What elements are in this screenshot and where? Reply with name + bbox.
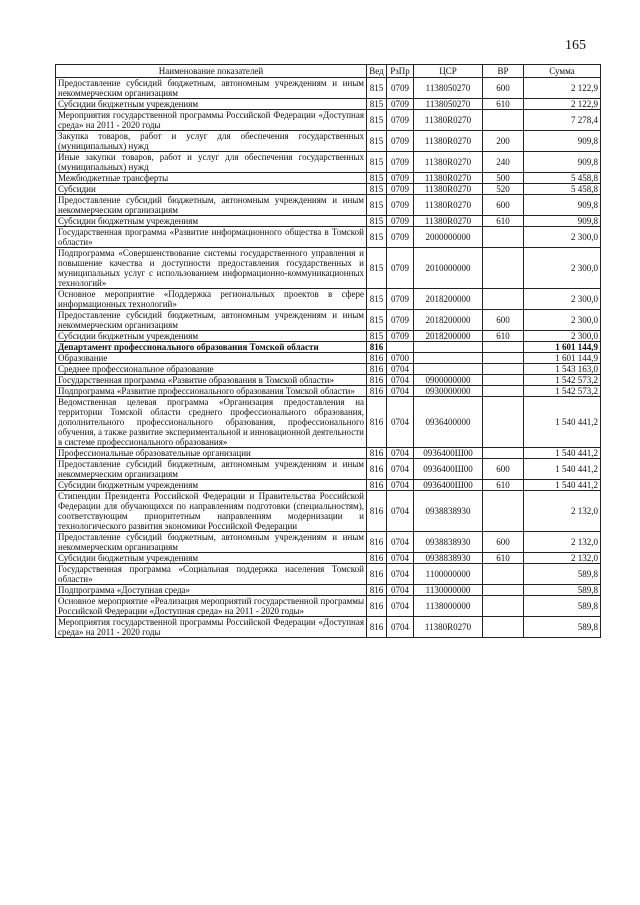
row-name: Иные закупки товаров, работ и услуг для обеспечения государственных (муниципальных) нужд (56, 152, 367, 173)
row-sum: 7 278,4 (524, 110, 601, 131)
header-vr: ВР (483, 65, 524, 78)
row-csr: 2018200000 (414, 331, 483, 342)
row-name: Предоставление субсидий бюджетным, автономным учреждениям и иным некоммерческим организациям (56, 532, 367, 553)
row-ved: 815 (367, 310, 387, 331)
row-sum: 909,8 (524, 131, 601, 152)
row-name: Подпрограмма «Совершенствование системы государственного управления и повышение качества и доступности предоставления государственных и муниципальных услуг с использованием информационно-коммуникационных технологий» (56, 248, 367, 289)
table-row (56, 184, 601, 195)
row-vr: 610 (483, 216, 524, 227)
row-rzpr: 0704 (387, 448, 414, 459)
row-csr: 0936400Ш00 (414, 448, 483, 459)
row-vr (483, 248, 524, 289)
row-sum: 2 122,9 (524, 99, 601, 110)
table-row (56, 110, 601, 131)
row-sum: 589,8 (524, 585, 601, 596)
table-row (56, 491, 601, 532)
row-rzpr: 0709 (387, 131, 414, 152)
table-row (56, 448, 601, 459)
row-sum: 1 543 163,0 (524, 364, 601, 375)
row-sum: 589,8 (524, 617, 601, 638)
row-name: Мероприятия государственной программы Российской Федерации «Доступная среда» на 2011 - 2020 годы (56, 617, 367, 638)
table-row (56, 195, 601, 216)
row-ved: 816 (367, 353, 387, 364)
row-rzpr: 0704 (387, 564, 414, 585)
row-sum: 909,8 (524, 152, 601, 173)
row-name: Подпрограмма «Доступная среда» (56, 585, 367, 596)
row-rzpr: 0700 (387, 353, 414, 364)
row-ved: 815 (367, 184, 387, 195)
row-ved: 816 (367, 553, 387, 564)
row-csr: 0936400000 (414, 397, 483, 448)
row-name: Государственная программа «Развитие информационного общества в Томской области» (56, 227, 367, 248)
row-csr (414, 364, 483, 375)
table-row (56, 331, 601, 342)
table-row (56, 310, 601, 331)
row-csr (414, 353, 483, 364)
row-ved: 816 (367, 532, 387, 553)
row-csr: 0938838930 (414, 491, 483, 532)
row-ved: 816 (367, 480, 387, 491)
row-sum: 589,8 (524, 596, 601, 617)
row-rzpr: 0704 (387, 553, 414, 564)
row-csr: 0930000000 (414, 386, 483, 397)
row-vr (483, 386, 524, 397)
row-rzpr: 0704 (387, 459, 414, 480)
row-vr (483, 617, 524, 638)
row-ved: 816 (367, 596, 387, 617)
row-sum: 1 601 144,9 (524, 342, 601, 353)
table-header-row (56, 65, 601, 78)
row-vr (483, 397, 524, 448)
row-vr (483, 110, 524, 131)
row-name: Субсидии бюджетным учреждениям (56, 216, 367, 227)
row-vr: 610 (483, 553, 524, 564)
row-vr: 610 (483, 480, 524, 491)
row-ved: 816 (367, 386, 387, 397)
row-vr: 600 (483, 78, 524, 99)
row-name: Субсидии бюджетным учреждениям (56, 99, 367, 110)
row-vr: 240 (483, 152, 524, 173)
row-vr: 200 (483, 131, 524, 152)
row-name: Предоставление субсидий бюджетным, автономным учреждениям и иным некоммерческим организациям (56, 78, 367, 99)
row-rzpr: 0704 (387, 617, 414, 638)
row-ved: 815 (367, 131, 387, 152)
row-csr: 0936400Ш00 (414, 480, 483, 491)
row-ved: 816 (367, 397, 387, 448)
row-ved: 815 (367, 227, 387, 248)
row-name: Субсидии бюджетным учреждениям (56, 480, 367, 491)
row-rzpr: 0704 (387, 480, 414, 491)
header-sum: Сумма (524, 65, 601, 78)
page-number: 165 (565, 38, 586, 53)
row-sum: 1 540 441,2 (524, 397, 601, 448)
row-sum: 1 601 144,9 (524, 353, 601, 364)
row-csr: 1138050270 (414, 78, 483, 99)
row-sum: 2 132,0 (524, 553, 601, 564)
row-vr (483, 342, 524, 353)
row-rzpr: 0704 (387, 491, 414, 532)
row-vr (483, 596, 524, 617)
row-name: Профессиональные образовательные организации (56, 448, 367, 459)
row-name: Государственная программа «Социальная поддержка населения Томской области» (56, 564, 367, 585)
row-ved: 815 (367, 78, 387, 99)
row-sum: 2 300,0 (524, 227, 601, 248)
row-rzpr: 0709 (387, 110, 414, 131)
row-ved: 815 (367, 331, 387, 342)
row-name: Стипендии Президента Российской Федерации и Правительства Российской Федерации для обучающихся по направлениям подготовки (специальностям), соответствующим приоритетным направлениям модернизации и технологического развития экономики Российской Федерации (56, 491, 367, 532)
row-rzpr: 0709 (387, 289, 414, 310)
row-sum: 589,8 (524, 564, 601, 585)
row-rzpr: 0709 (387, 216, 414, 227)
row-sum: 1 542 573,2 (524, 375, 601, 386)
row-ved: 815 (367, 248, 387, 289)
row-name: Предоставление субсидий бюджетным, автономным учреждениям и иным некоммерческим организациям (56, 195, 367, 216)
row-ved: 816 (367, 564, 387, 585)
row-sum: 5 458,8 (524, 184, 601, 195)
row-sum: 1 540 441,2 (524, 480, 601, 491)
row-ved: 815 (367, 216, 387, 227)
budget-table (55, 64, 601, 638)
row-csr: 2018200000 (414, 289, 483, 310)
row-ved: 815 (367, 110, 387, 131)
table-row (56, 480, 601, 491)
table-row (56, 564, 601, 585)
table-row (56, 397, 601, 448)
row-csr (414, 342, 483, 353)
table-row (56, 386, 601, 397)
row-rzpr: 0709 (387, 248, 414, 289)
row-name: Подпрограмма «Развитие профессионального образования Томской области» (56, 386, 367, 397)
row-ved: 816 (367, 585, 387, 596)
row-csr: 11380R0270 (414, 110, 483, 131)
row-name: Государственная программа «Развитие образования в Томской области» (56, 375, 367, 386)
row-sum: 5 458,8 (524, 173, 601, 184)
row-vr: 600 (483, 459, 524, 480)
table-row (56, 342, 601, 353)
row-name: Ведомственная целевая программа «Организация предоставления на территории Томской области среднего профессионального образования, дополнительного профессионального образования, профессионального обучения, а также развитие экспериментальной и инновационной деятельности в системе профессионального образования» (56, 397, 367, 448)
row-name: Департамент профессионального образования Томской области (56, 342, 367, 353)
table-row (56, 99, 601, 110)
row-name: Мероприятия государственной программы Российской Федерации «Доступная среда» на 2011 - 2020 годы (56, 110, 367, 131)
row-csr: 2000000000 (414, 227, 483, 248)
row-ved: 815 (367, 152, 387, 173)
row-csr: 11380R0270 (414, 184, 483, 195)
table-row (56, 227, 601, 248)
row-rzpr: 0709 (387, 227, 414, 248)
table-row (56, 532, 601, 553)
row-name: Закупка товаров, работ и услуг для обеспечения государственных (муниципальных) нужд (56, 131, 367, 152)
row-name: Субсидии бюджетным учреждениям (56, 331, 367, 342)
row-vr (483, 448, 524, 459)
row-name: Образование (56, 353, 367, 364)
row-csr: 2018200000 (414, 310, 483, 331)
row-vr (483, 491, 524, 532)
row-sum: 1 542 573,2 (524, 386, 601, 397)
row-rzpr: 0709 (387, 184, 414, 195)
row-ved: 816 (367, 364, 387, 375)
row-sum: 2 300,0 (524, 331, 601, 342)
row-rzpr: 0709 (387, 195, 414, 216)
row-name: Субсидии (56, 184, 367, 195)
row-csr: 11380R0270 (414, 216, 483, 227)
row-ved: 816 (367, 342, 387, 353)
row-ved: 816 (367, 459, 387, 480)
row-sum: 909,8 (524, 216, 601, 227)
row-name: Предоставление субсидий бюджетным, автономным учреждениям и иным некоммерческим организациям (56, 310, 367, 331)
table-row (56, 375, 601, 386)
row-csr: 1138050270 (414, 99, 483, 110)
row-csr: 11380R0270 (414, 152, 483, 173)
table-row (56, 596, 601, 617)
row-ved: 816 (367, 448, 387, 459)
row-sum: 2 132,0 (524, 491, 601, 532)
row-sum: 2 300,0 (524, 289, 601, 310)
row-vr: 600 (483, 532, 524, 553)
row-sum: 1 540 441,2 (524, 448, 601, 459)
header-csr: ЦСР (414, 65, 483, 78)
row-name: Среднее профессиональное образование (56, 364, 367, 375)
table-row (56, 131, 601, 152)
row-vr (483, 364, 524, 375)
table-row (56, 353, 601, 364)
row-vr (483, 585, 524, 596)
row-rzpr: 0709 (387, 152, 414, 173)
table-body (56, 78, 601, 638)
table-row (56, 78, 601, 99)
row-rzpr: 0704 (387, 585, 414, 596)
row-ved: 815 (367, 289, 387, 310)
row-ved: 815 (367, 195, 387, 216)
table-row (56, 553, 601, 564)
row-name: Межбюджетные трансферты (56, 173, 367, 184)
row-vr: 600 (483, 310, 524, 331)
row-name: Предоставление субсидий бюджетным, автономным учреждениям и иным некоммерческим организациям (56, 459, 367, 480)
row-sum: 2 300,0 (524, 310, 601, 331)
header-ved: Вед (367, 65, 387, 78)
row-sum: 2 132,0 (524, 532, 601, 553)
row-vr (483, 289, 524, 310)
header-rzpr: РзПр (387, 65, 414, 78)
row-rzpr: 0709 (387, 331, 414, 342)
row-vr (483, 227, 524, 248)
row-sum: 909,8 (524, 195, 601, 216)
row-csr: 0938838930 (414, 532, 483, 553)
row-name: Основное мероприятие «Поддержка региональных проектов в сфере информационных технологий» (56, 289, 367, 310)
table-row (56, 173, 601, 184)
table-row (56, 216, 601, 227)
row-rzpr: 0704 (387, 532, 414, 553)
row-csr: 0900000000 (414, 375, 483, 386)
row-ved: 816 (367, 375, 387, 386)
row-rzpr: 0704 (387, 596, 414, 617)
row-ved: 815 (367, 173, 387, 184)
row-vr: 610 (483, 99, 524, 110)
row-vr (483, 375, 524, 386)
row-rzpr: 0704 (387, 397, 414, 448)
row-ved: 816 (367, 617, 387, 638)
table-row (56, 459, 601, 480)
row-csr: 11380R0270 (414, 195, 483, 216)
row-vr: 500 (483, 173, 524, 184)
table-row (56, 585, 601, 596)
row-csr: 11380R0270 (414, 131, 483, 152)
row-vr (483, 353, 524, 364)
table-row (56, 152, 601, 173)
row-rzpr: 0704 (387, 375, 414, 386)
row-vr: 520 (483, 184, 524, 195)
row-rzpr: 0709 (387, 78, 414, 99)
row-vr: 610 (483, 331, 524, 342)
row-sum: 2 122,9 (524, 78, 601, 99)
row-rzpr (387, 342, 414, 353)
row-vr: 600 (483, 195, 524, 216)
row-ved: 815 (367, 99, 387, 110)
row-ved: 816 (367, 491, 387, 532)
table-row (56, 289, 601, 310)
row-csr: 1138000000 (414, 596, 483, 617)
row-vr (483, 564, 524, 585)
table-row (56, 364, 601, 375)
row-csr: 0938838930 (414, 553, 483, 564)
row-rzpr: 0704 (387, 364, 414, 375)
row-csr: 11380R0270 (414, 173, 483, 184)
row-csr: 1100000000 (414, 564, 483, 585)
row-csr: 11380R0270 (414, 617, 483, 638)
table-row (56, 248, 601, 289)
table-row (56, 617, 601, 638)
row-csr: 0936400Ш00 (414, 459, 483, 480)
row-name: Основное мероприятие «Реализация мероприятий государственной программы Российской Федерации «Доступная среда» на 2011 - 2020 годы» (56, 596, 367, 617)
row-rzpr: 0709 (387, 99, 414, 110)
row-rzpr: 0704 (387, 386, 414, 397)
row-csr: 2010000000 (414, 248, 483, 289)
row-rzpr: 0709 (387, 173, 414, 184)
header-name: Наименование показателей (56, 65, 367, 78)
row-sum: 2 300,0 (524, 248, 601, 289)
row-csr: 1130000000 (414, 585, 483, 596)
row-rzpr: 0709 (387, 310, 414, 331)
row-name: Субсидии бюджетным учреждениям (56, 553, 367, 564)
row-sum: 1 540 441,2 (524, 459, 601, 480)
